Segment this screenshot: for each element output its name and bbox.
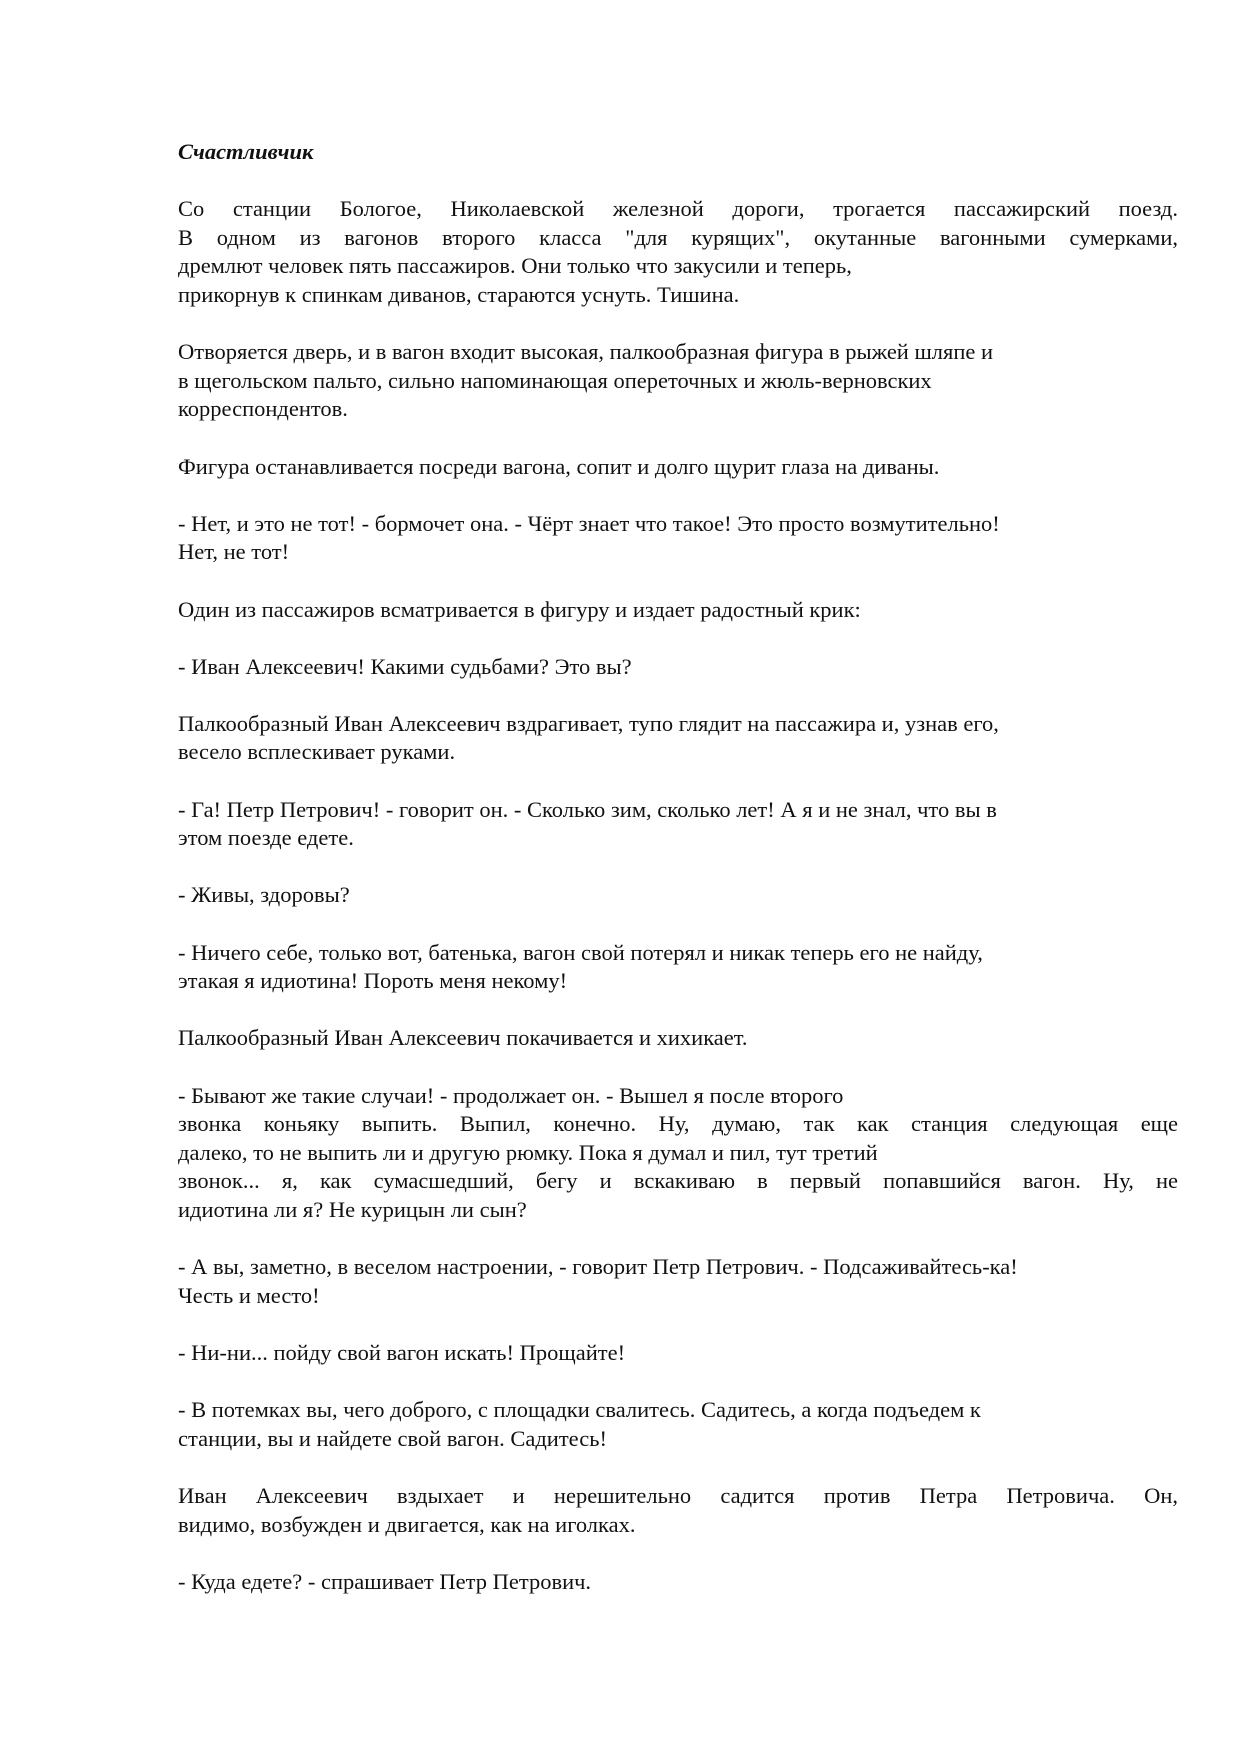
- text-line: далеко, то не выпить ли и другую рюмку. Пока я думал и пил, тут третий: [178, 1139, 878, 1165]
- text-line: - Ни-ни... пойду свой вагон искать! Прощайте!: [178, 1339, 626, 1365]
- text-line: - Живы, здоровы?: [178, 882, 350, 908]
- paragraph-container: [178, 195, 1178, 1596]
- text-line: Фигура останавливается посреди вагона, сопит и долго щурит глаза на диваны.: [178, 453, 940, 479]
- text-line: прикорнув к спинкам диванов, стараются уснуть. Тишина.: [178, 281, 740, 307]
- text-line: Нет, не тот!: [178, 539, 290, 565]
- text-line: Палкообразный Иван Алексеевич вздрагивает, тупо глядит на пассажира и, узнав его,: [178, 710, 999, 736]
- text-line: - А вы, заметно, в веселом настроении, - говорит Петр Петрович. - Подсаживайтесь-ка!: [178, 1254, 1018, 1280]
- text-line: - Бывают же такие случаи! - продолжает он. - Вышел я после второго: [178, 1082, 844, 1108]
- text-line: дремлют человек пять пассажиров. Они только что закусили и теперь,: [178, 253, 852, 279]
- text-line: звонка коньяку выпить. Выпил, конечно. Ну, думаю, так как станция следующая еще: [178, 1111, 1178, 1137]
- text-line: весело всплескивает руками.: [178, 739, 456, 765]
- paragraph: [178, 939, 1178, 996]
- text-line: Отворяется дверь, и в вагон входит высокая, палкообразная фигура в рыжей шляпе и: [178, 339, 994, 365]
- paragraph: [178, 453, 1178, 482]
- text-line: станции, вы и найдете свой вагон. Садитесь!: [178, 1425, 607, 1451]
- paragraph: [178, 796, 1178, 853]
- paragraph: [178, 1396, 1178, 1453]
- paragraph: [178, 1253, 1178, 1310]
- text-line: звонок... я, как сумасшедший, бегу и вскакиваю в первый попавшийся вагон. Ну, не: [178, 1168, 1178, 1194]
- paragraph: [178, 1482, 1178, 1539]
- text-line: - Ничего себе, только вот, батенька, вагон свой потерял и никак теперь его не найду,: [178, 939, 983, 965]
- text-line: - Га! Петр Петрович! - говорит он. - Сколько зим, сколько лет! А я и не знал, что вы в: [178, 796, 997, 822]
- paragraph: [178, 510, 1178, 567]
- text-line: корреспондентов.: [178, 396, 348, 422]
- story-text: [178, 138, 1178, 1625]
- text-line: идиотина ли я? Не курицын ли сын?: [178, 1196, 527, 1222]
- text-line: - В потемках вы, чего доброго, с площадки свалитесь. Садитесь, а когда подъедем к: [178, 1397, 981, 1423]
- text-line: Палкообразный Иван Алексеевич покачивается и хихикает.: [178, 1025, 748, 1051]
- text-line: Иван Алексеевич вздыхает и нерешительно садится против Петра Петровича. Он,: [178, 1482, 1178, 1508]
- paragraph: [178, 195, 1178, 309]
- paragraph: [178, 710, 1178, 767]
- text-line: - Куда едете? - спрашивает Петр Петрович.: [178, 1568, 592, 1594]
- text-line: - Иван Алексеевич! Какими судьбами? Это вы?: [178, 653, 632, 679]
- paragraph: [178, 653, 1178, 682]
- text-line: В одном из вагонов второго класса "для курящих", окутанные вагонными сумерками,: [178, 224, 1178, 250]
- paragraph: [178, 881, 1178, 910]
- text-line: Со станции Бологое, Николаевской железной дороги, трогается пассажирский поезд.: [178, 196, 1178, 222]
- text-line: видимо, возбужден и двигается, как на иголках.: [178, 1511, 636, 1537]
- story-title: Счастливчик: [178, 139, 314, 164]
- paragraph: [178, 338, 1178, 424]
- paragraph: [178, 1568, 1178, 1597]
- text-line: - Нет, и это не тот! - бормочет она. - Чёрт знает что такое! Это просто возмутительно!: [178, 510, 1000, 536]
- paragraph: [178, 596, 1178, 625]
- paragraph: [178, 1082, 1178, 1225]
- text-line: Один из пассажиров всматривается в фигуру и издает радостный крик:: [178, 596, 861, 622]
- text-line: Честь и место!: [178, 1282, 320, 1308]
- text-line: в щегольском пальто, сильно напоминающая опереточных и жюль-верновских: [178, 367, 932, 393]
- text-line: этом поезде едете.: [178, 825, 354, 851]
- text-line: этакая я идиотина! Пороть меня некому!: [178, 968, 568, 994]
- paragraph: [178, 1339, 1178, 1368]
- paragraph: [178, 1024, 1178, 1053]
